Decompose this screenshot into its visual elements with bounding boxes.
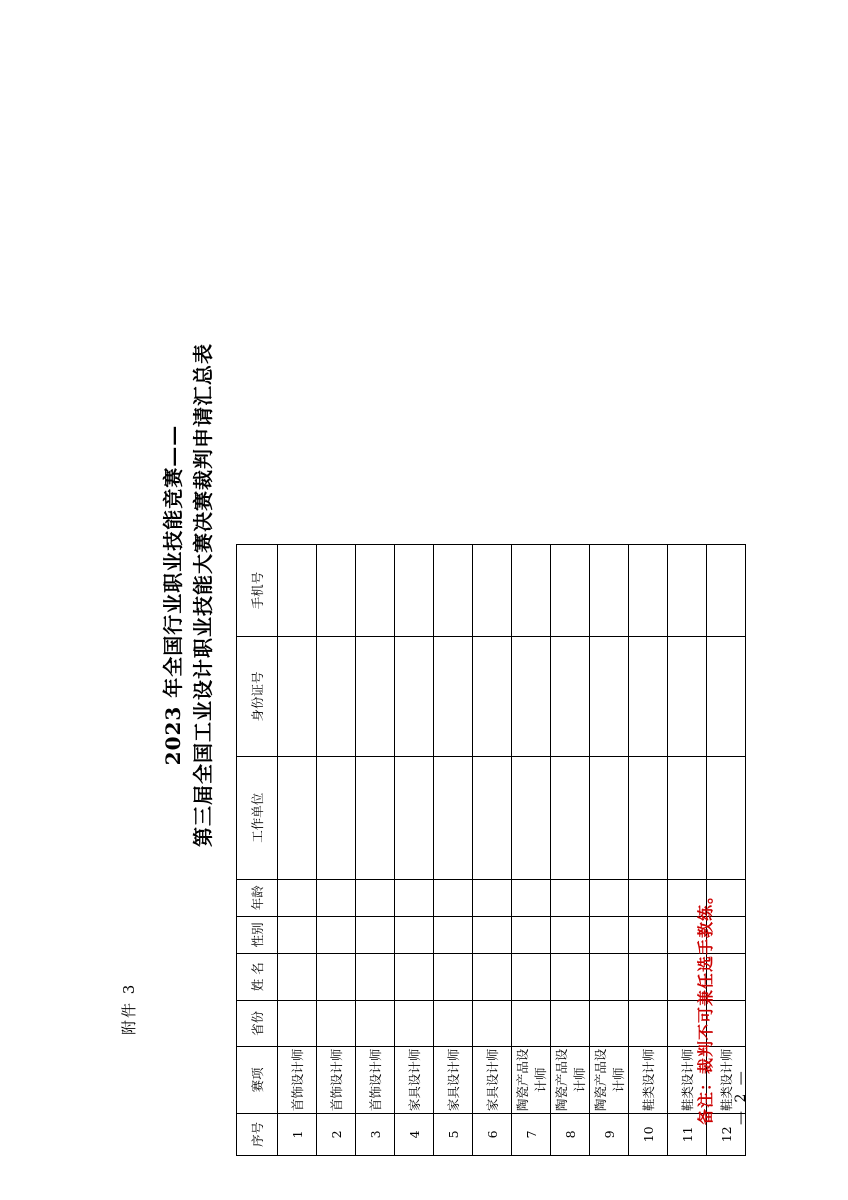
- cell-work-unit[interactable]: [395, 756, 434, 879]
- cell-province[interactable]: [434, 1000, 473, 1047]
- cell-id-number[interactable]: [590, 637, 629, 757]
- cell-item: 家具设计师: [473, 1047, 512, 1114]
- page-title-line-2: 第三届全国工业设计职业技能大赛决赛裁判申请汇总表: [191, 343, 215, 847]
- cell-province[interactable]: [473, 1000, 512, 1047]
- cell-seq: 2: [317, 1113, 356, 1155]
- cell-phone[interactable]: [668, 545, 707, 637]
- cell-seq: 1: [278, 1113, 317, 1155]
- cell-province[interactable]: [629, 1000, 668, 1047]
- cell-gender[interactable]: [395, 916, 434, 953]
- cell-province[interactable]: [395, 1000, 434, 1047]
- cell-gender[interactable]: [473, 916, 512, 953]
- cell-id-number[interactable]: [551, 637, 590, 757]
- cell-work-unit[interactable]: [590, 756, 629, 879]
- cell-province[interactable]: [512, 1000, 551, 1047]
- cell-id-number[interactable]: [512, 637, 551, 757]
- cell-age[interactable]: [356, 879, 395, 916]
- column-header-work-unit: 工作单位: [237, 756, 278, 879]
- cell-gender[interactable]: [512, 916, 551, 953]
- table-row: [473, 545, 512, 1156]
- column-header-province: 省份: [237, 1000, 278, 1047]
- document-title: [158, 115, 218, 1075]
- cell-id-number[interactable]: [629, 637, 668, 757]
- cell-phone[interactable]: [551, 545, 590, 637]
- cell-province[interactable]: [551, 1000, 590, 1047]
- cell-name[interactable]: [473, 954, 512, 1001]
- cell-gender[interactable]: [629, 916, 668, 953]
- cell-work-unit[interactable]: [356, 756, 395, 879]
- column-header-phone: 手机号: [237, 545, 278, 637]
- cell-age[interactable]: [434, 879, 473, 916]
- cell-seq: 4: [395, 1113, 434, 1155]
- cell-item: 陶瓷产品设计师: [512, 1047, 551, 1114]
- attachment-label: 附件 3: [120, 982, 138, 1035]
- cell-work-unit[interactable]: [707, 756, 746, 879]
- cell-seq: 3: [356, 1113, 395, 1155]
- cell-name[interactable]: [590, 954, 629, 1001]
- cell-id-number[interactable]: [356, 637, 395, 757]
- cell-gender[interactable]: [590, 916, 629, 953]
- column-header-item: 赛项: [237, 1047, 278, 1114]
- cell-id-number[interactable]: [395, 637, 434, 757]
- cell-name[interactable]: [551, 954, 590, 1001]
- table-row: [434, 545, 473, 1156]
- cell-age[interactable]: [629, 879, 668, 916]
- cell-work-unit[interactable]: [473, 756, 512, 879]
- cell-seq: 11: [668, 1113, 707, 1155]
- cell-age[interactable]: [590, 879, 629, 916]
- judge-application-table-wrapper: [236, 544, 746, 1156]
- cell-id-number[interactable]: [707, 637, 746, 757]
- cell-work-unit[interactable]: [278, 756, 317, 879]
- cell-phone[interactable]: [629, 545, 668, 637]
- page-title-line-1: 2023 年全国行业职业技能竞赛——: [161, 424, 185, 766]
- cell-phone[interactable]: [395, 545, 434, 637]
- cell-seq: 9: [590, 1113, 629, 1155]
- cell-item: 首饰设计师: [356, 1047, 395, 1114]
- cell-item: 鞋类设计师: [668, 1047, 707, 1114]
- cell-item: 鞋类设计师: [629, 1047, 668, 1114]
- cell-phone[interactable]: [434, 545, 473, 637]
- judge-application-table: [236, 544, 746, 1156]
- cell-phone[interactable]: [707, 545, 746, 637]
- table-row: [629, 545, 668, 1156]
- cell-item: 首饰设计师: [317, 1047, 356, 1114]
- cell-work-unit[interactable]: [668, 756, 707, 879]
- cell-item: 陶瓷产品设计师: [551, 1047, 590, 1114]
- cell-age[interactable]: [551, 879, 590, 916]
- cell-name[interactable]: [317, 954, 356, 1001]
- cell-phone[interactable]: [512, 545, 551, 637]
- cell-seq: 8: [551, 1113, 590, 1155]
- cell-item: 首饰设计师: [278, 1047, 317, 1114]
- cell-id-number[interactable]: [278, 637, 317, 757]
- table-row: [278, 545, 317, 1156]
- cell-gender[interactable]: [356, 916, 395, 953]
- cell-province[interactable]: [590, 1000, 629, 1047]
- table-row: [317, 545, 356, 1156]
- cell-seq: 10: [629, 1113, 668, 1155]
- cell-province[interactable]: [278, 1000, 317, 1047]
- cell-age[interactable]: [473, 879, 512, 916]
- cell-age[interactable]: [395, 879, 434, 916]
- cell-work-unit[interactable]: [629, 756, 668, 879]
- cell-gender[interactable]: [551, 916, 590, 953]
- cell-name[interactable]: [512, 954, 551, 1001]
- cell-seq: 5: [434, 1113, 473, 1155]
- column-header-gender: 性别: [237, 916, 278, 953]
- cell-seq: 7: [512, 1113, 551, 1155]
- cell-id-number[interactable]: [668, 637, 707, 757]
- cell-phone[interactable]: [356, 545, 395, 637]
- cell-work-unit[interactable]: [551, 756, 590, 879]
- table-row: [395, 545, 434, 1156]
- cell-age[interactable]: [278, 879, 317, 916]
- cell-name[interactable]: [629, 954, 668, 1001]
- table-row: [590, 545, 629, 1156]
- table-header-row: [237, 545, 278, 1156]
- cell-seq: 6: [473, 1113, 512, 1155]
- page-number: — 2 —: [733, 1069, 749, 1125]
- cell-id-number[interactable]: [434, 637, 473, 757]
- cell-phone[interactable]: [590, 545, 629, 637]
- cell-gender[interactable]: [278, 916, 317, 953]
- cell-phone[interactable]: [317, 545, 356, 637]
- cell-gender[interactable]: [317, 916, 356, 953]
- cell-gender[interactable]: [434, 916, 473, 953]
- remark-note: 备注：裁判不可兼任选手教练。: [696, 886, 715, 1125]
- cell-name[interactable]: [356, 954, 395, 1001]
- cell-work-unit[interactable]: [512, 756, 551, 879]
- cell-item: 家具设计师: [434, 1047, 473, 1114]
- cell-province[interactable]: [356, 1000, 395, 1047]
- cell-phone[interactable]: [473, 545, 512, 637]
- table-row: [356, 545, 395, 1156]
- cell-id-number[interactable]: [473, 637, 512, 757]
- table-row: [512, 545, 551, 1156]
- cell-phone[interactable]: [278, 545, 317, 637]
- column-header-name: 姓 名: [237, 954, 278, 1001]
- column-header-age: 年龄: [237, 879, 278, 916]
- cell-name[interactable]: [434, 954, 473, 1001]
- cell-item: 家具设计师: [395, 1047, 434, 1114]
- cell-province[interactable]: [317, 1000, 356, 1047]
- column-header-seq: 序号: [237, 1113, 278, 1155]
- cell-work-unit[interactable]: [317, 756, 356, 879]
- column-header-id-number: 身份证号: [237, 637, 278, 757]
- cell-name[interactable]: [395, 954, 434, 1001]
- cell-name[interactable]: [278, 954, 317, 1001]
- cell-work-unit[interactable]: [434, 756, 473, 879]
- cell-seq: 12: [707, 1113, 746, 1155]
- cell-age[interactable]: [512, 879, 551, 916]
- table-body: [278, 545, 746, 1156]
- cell-item: 陶瓷产品设计师: [590, 1047, 629, 1114]
- cell-age[interactable]: [317, 879, 356, 916]
- cell-item: 鞋类设计师: [707, 1047, 746, 1114]
- cell-id-number[interactable]: [317, 637, 356, 757]
- table-row: [551, 545, 590, 1156]
